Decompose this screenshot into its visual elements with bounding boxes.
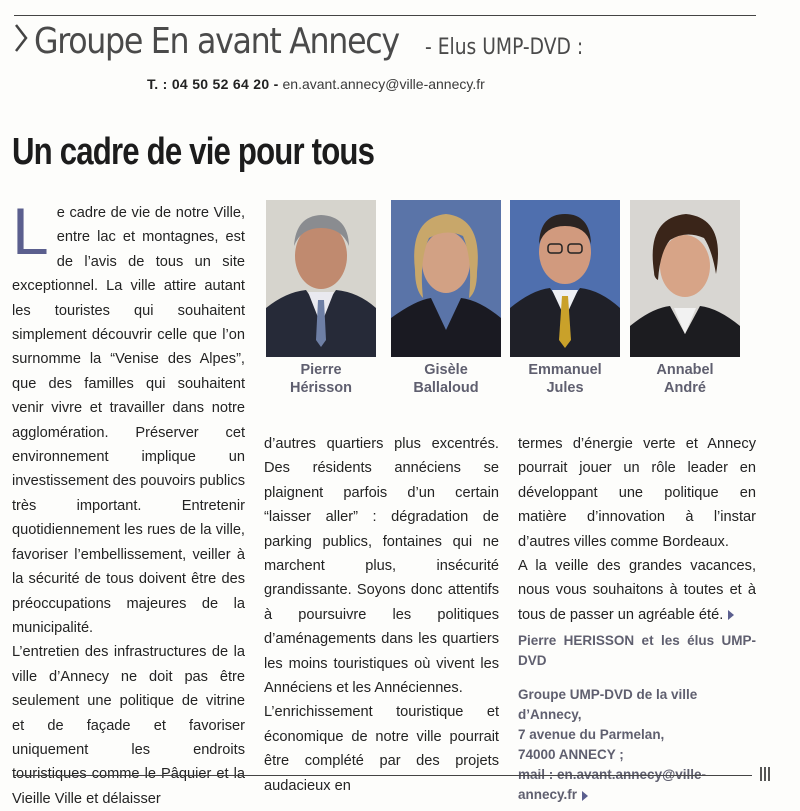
contact-email[interactable]: en.avant.annecy@ville-annecy.fr (282, 76, 485, 92)
caption-last-name: André (664, 380, 706, 396)
caption-last-name: Hérisson (289, 380, 353, 396)
paragraph-infrastructures: L’entretien des infrastructures de la ville d’Annecy ne doit pas être seulement une politique de vitrine et de façade et favoriser uniquement les endroits touristiques comme le Pâquier et la Vieille Ville et délaisser (12, 644, 245, 807)
caption-last-name: Jules (546, 380, 584, 396)
top-rule (14, 15, 756, 16)
caption-pierre-herisson (266, 361, 376, 397)
group-subtitle: - Elus UMP-DVD : (425, 35, 584, 60)
caption-first-name: Annabel (656, 362, 714, 378)
address-line: 7 avenue du Parmelan, (518, 727, 665, 743)
chevron-right-icon (12, 22, 30, 54)
paragraph-quartiers: d’autres quartiers plus excentrés. Des résidents annéciens se plaignent parfois d’un certain “laisser aller” : dégradation de parking publics, fontaines qui ne marchent plus, insécurité grandissante. Soyons donc attentifs à poursuivre les politiques d’aménagements dans les quartiers les moins touristiques où vivent les Annéciens et les Annéciennes. (264, 436, 499, 697)
mail-label: mail : (518, 767, 554, 783)
group-title: Groupe En avant Annecy (34, 21, 399, 62)
paragraph-vacances (518, 554, 756, 627)
article-column-3 (518, 432, 756, 805)
photo-emmanuel-jules (510, 200, 620, 357)
address-line: Groupe UMP-DVD de la ville d’Annecy, (518, 687, 698, 723)
paragraph-intro (12, 194, 245, 640)
paragraph-text: A la veille des grandes vacances, nous vous souhaitons à toutes et à tous de passer un agréable été. (518, 558, 756, 623)
caption-emmanuel-jules (510, 361, 620, 397)
article-headline: Un cadre de vie pour tous (12, 131, 375, 173)
article-column-1 (12, 194, 245, 811)
address-line: 74000 ANNECY ; (518, 747, 624, 763)
paragraph-text: e cadre de vie de notre Ville, entre lac et montagnes, est de l’avis de tous un site exceptionnel. La ville attire autant les touristes qui souhaitent simplement découvrir celle que l’on surnomme la “Venise des Alpes”, que des familles qui souhaitent venir vivre et travailler dans notre agglomération. Préserver cet environnement implique un investissement des pouvoirs publics très important. Entretenir quotidiennement les rues de la ville, favoriser l’embellissement, veiller à la sécurité de tous doivent être des préoccupations majeures de la municipalité. (12, 205, 245, 636)
bottom-rule (14, 775, 752, 776)
contact-line (147, 76, 485, 92)
phone-number: T. : 04 50 52 64 20 - (147, 76, 279, 92)
end-mark-icon (582, 791, 588, 801)
mail-email[interactable]: en.avant.annecy@ville-annecy.fr (518, 767, 707, 803)
caption-first-name: Emmanuel (528, 362, 602, 378)
page-bars-icon (760, 767, 772, 786)
drop-cap: L (12, 194, 49, 268)
signature: Pierre HERISSON et les élus UMP-DVD (518, 633, 756, 669)
paragraph-energie: termes d’énergie verte et Annecy pourrait jouer un rôle leader en développant une politique en matière d’innovation à l’instar d’autres villes comme Bordeaux. (518, 436, 756, 550)
paragraph-enrichissement: L’enrichissement touristique et économique de notre ville pourrait être complété par des projets audacieux en (264, 704, 499, 794)
caption-first-name: Pierre (300, 362, 342, 378)
caption-annabel-andre (630, 361, 740, 397)
address-block (518, 685, 756, 805)
article-column-2 (264, 432, 499, 798)
caption-last-name: Ballaloud (413, 380, 479, 396)
photo-gisele-ballaloud (391, 200, 501, 357)
caption-gisele-ballaloud (391, 361, 501, 397)
end-mark-icon (728, 610, 734, 620)
address-mail-line (518, 765, 756, 805)
caption-first-name: Gisèle (424, 362, 468, 378)
photo-pierre-herisson (266, 200, 376, 357)
photo-annabel-andre (630, 200, 740, 357)
